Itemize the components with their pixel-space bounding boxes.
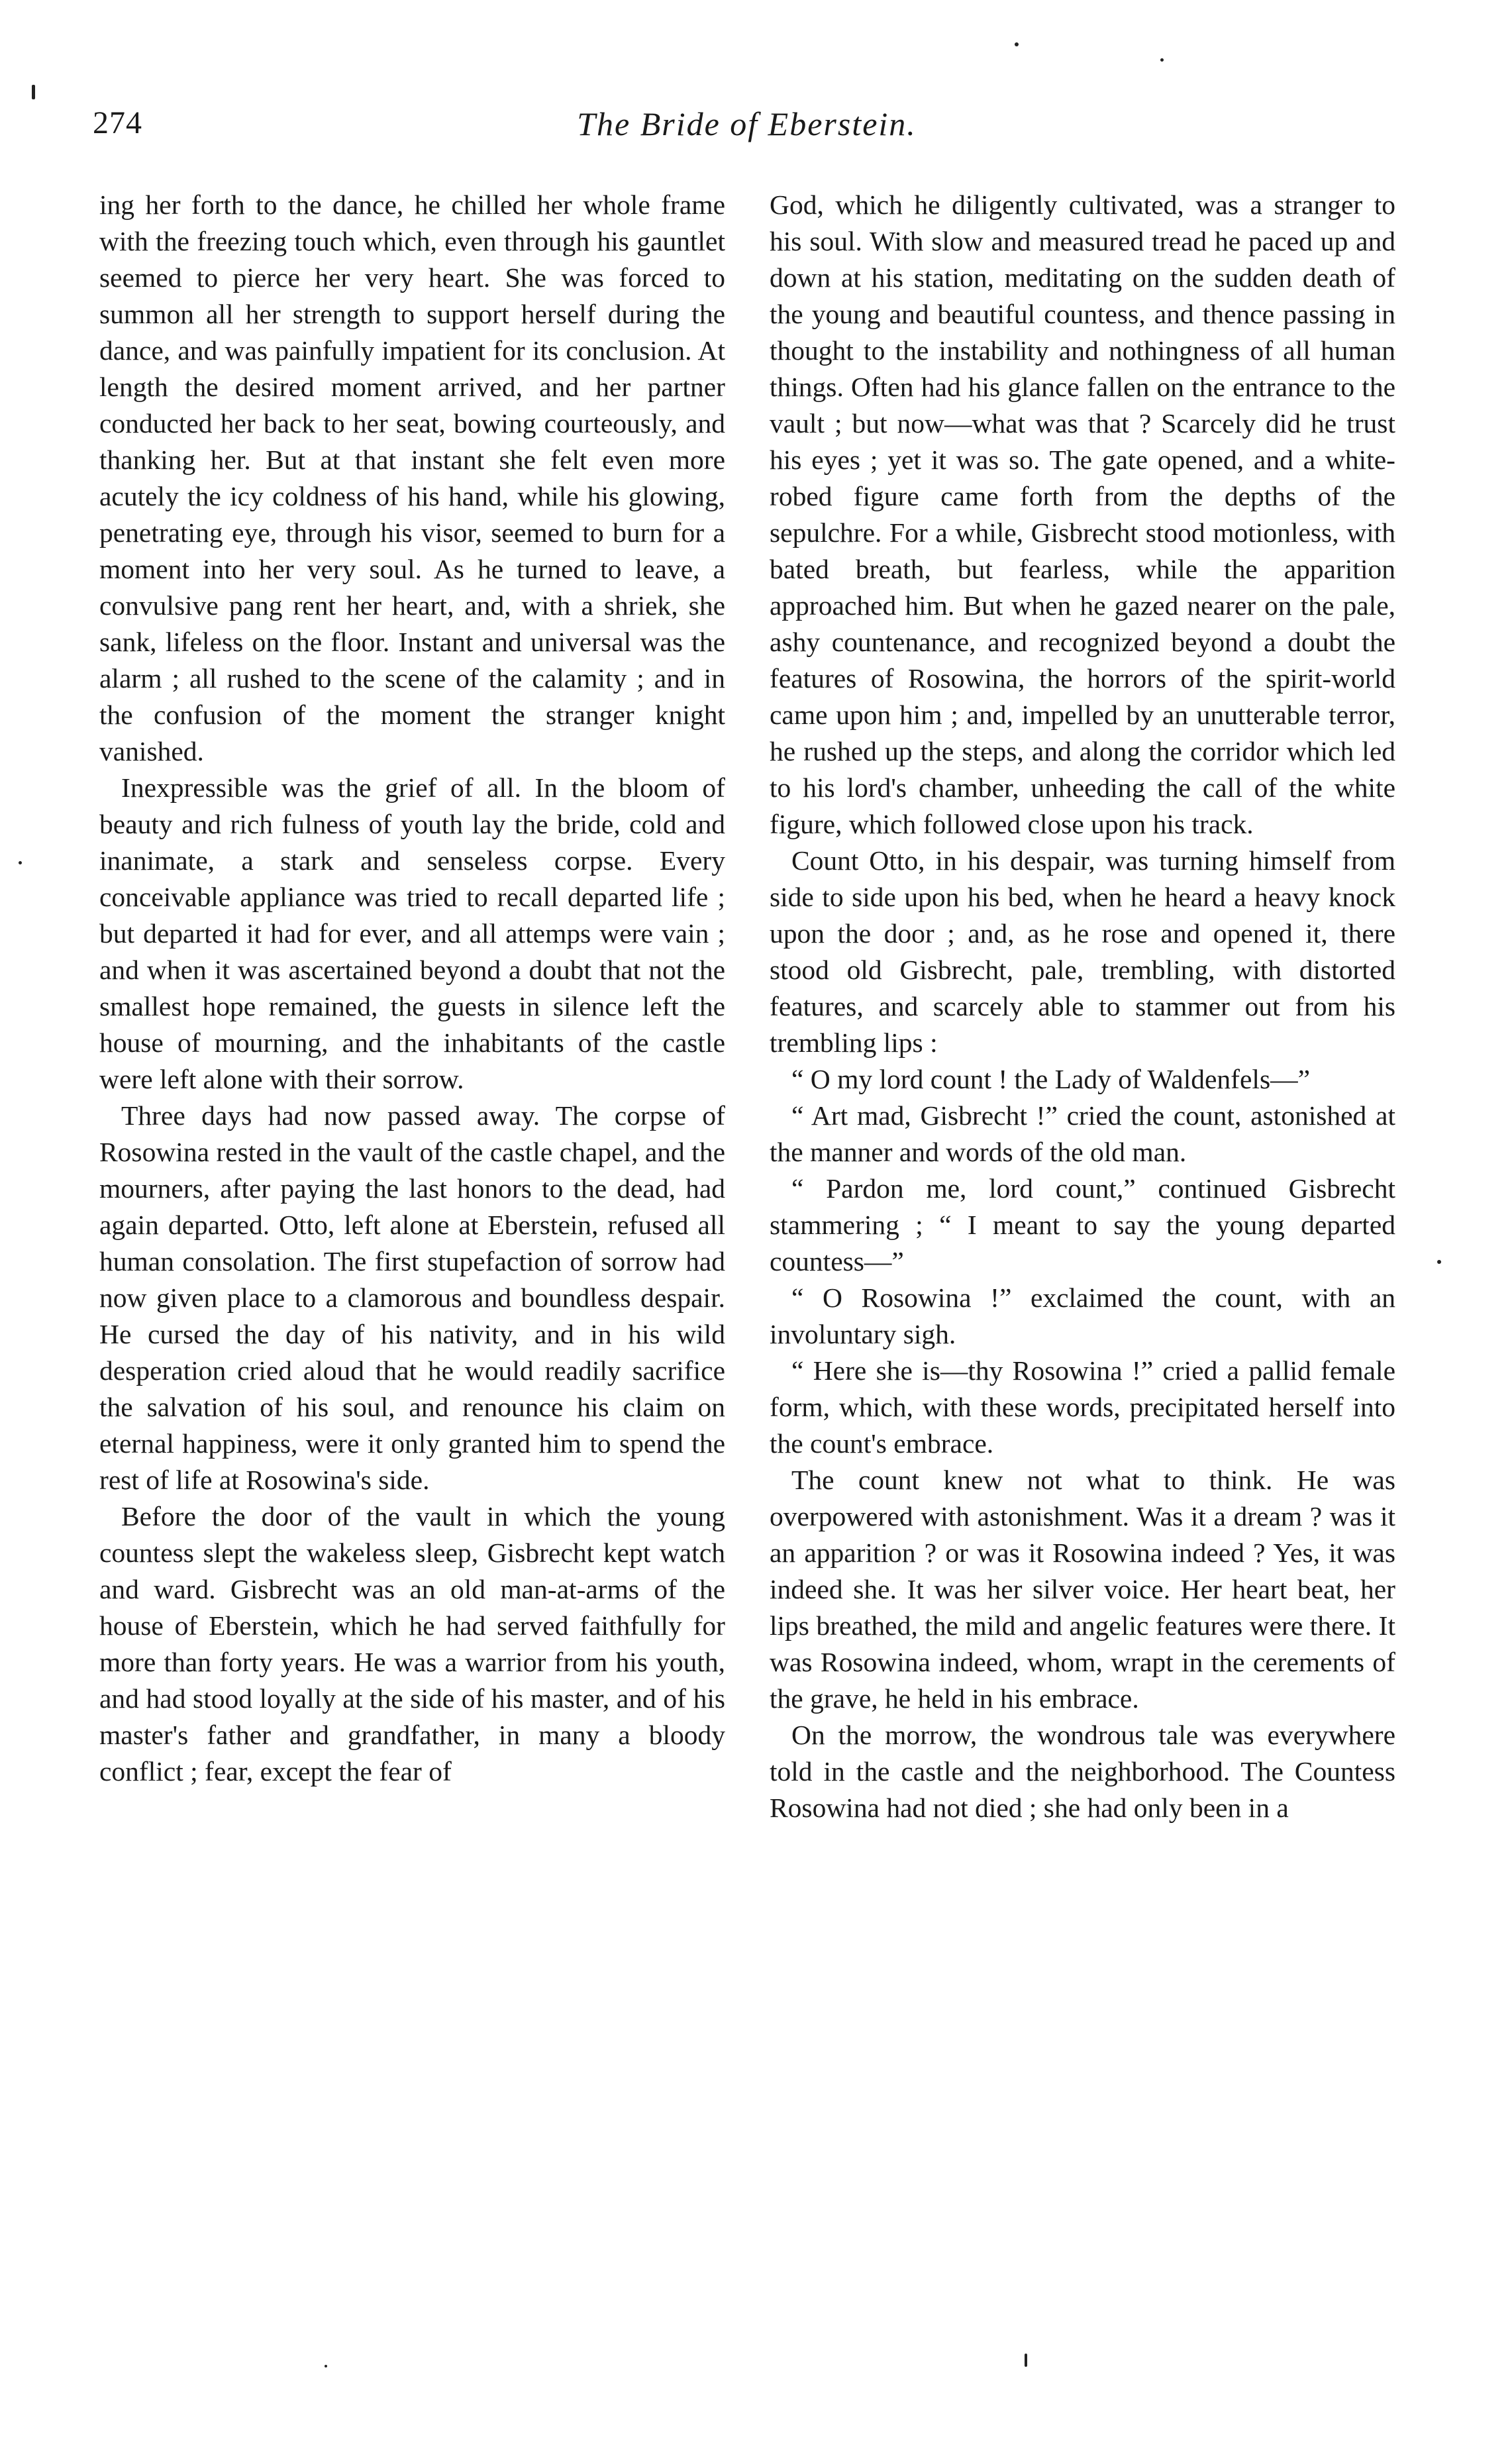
left-column <box>99 187 725 2307</box>
scan-speck <box>32 85 35 99</box>
paragraph: “ Here she is—thy Rosowina !” cried a pallid female form, which, with these words, precipitated herself into the count's embrace. <box>770 1355 1395 1459</box>
paragraph: “ O my lord count ! the Lady of Waldenfels—” <box>791 1064 1311 1094</box>
paragraph: Three days had now passed away. The corpse of Rosowina rested in the vault of the castle chapel, and the mourners, after paying the last honors to the dead, had again departed. Otto, left alone at Eberstein, refused all human consolation. The first stupefaction of sorrow had now given place to a clamorous and boundless despair. He cursed the day of his nativity, and in his wild desperation cried aloud that he would readily sacrifice the salvation of his soul, and renounce his claim on eternal happiness, were it only granted him to spend the rest of life at Rosowina's side. <box>99 1100 725 1495</box>
scan-speck <box>1025 2354 1027 2367</box>
paragraph: The count knew not what to think. He was overpowered with astonishment. Was it a dream ? was it an apparition ? or was it Rosowina indeed ? Yes, it was indeed she. It was her silver voice. Her heart beat, her lips breathed, the mild and angelic features were there. It was Rosowina indeed, whom, wrapt in the cerements of the grave, he held in his embrace. <box>770 1465 1395 1714</box>
running-title: The Bride of Eberstein. <box>577 105 917 142</box>
paragraph: On the morrow, the wondrous tale was everywhere told in the castle and the neighborhood. The Countess Rosowina had not died ; she had only been in a <box>770 1720 1395 1823</box>
paragraph: God, which he diligently cultivated, was a stranger to his soul. With slow and measured tread he paced up and down at his station, meditating on the sudden death of the young and beautiful countess, and thence passing in thought to the instability and nothingness of all human things. Often had his glance fallen on the entrance to the vault ; but now—what was that ? Scarcely did he trust his eyes ; yet it was so. The gate opened, and a white-robed figure came forth from the depths of the sepulchre. For a while, Gisbrecht stood motionless, with bated breath, but fearless, while the apparition approached him. But when he gazed nearer on the pale, ashy countenance, and recognized beyond a doubt the features of Rosowina, the horrors of the spirit-world came upon him ; and, impelled by an unutterable terror, he rushed up the steps, and along the corridor which led to his lord's chamber, unheeding the call of the white figure, which followed close upon his track. <box>770 189 1395 839</box>
scan-speck <box>19 861 22 864</box>
paragraph: Inexpressible was the grief of all. In the bloom of beauty and rich fulness of youth lay the bride, cold and inanimate, a stark and senseless corpse. Every conceivable appliance was tried to recall departed life ; but departed it had for ever, and all attemps were vain ; and when it was ascertained beyond a doubt that not the smallest hope remained, the guests in silence left the house of mourning, and the inhabitants of the castle were left alone with their sorrow. <box>99 772 725 1094</box>
paragraph: Count Otto, in his despair, was turning himself from side to side upon his bed, when he heard a heavy knock upon the door ; and, as he rose and opened it, there stood old Gisbrecht, pale, trembling, with distorted features, and scarcely able to stammer out from his trembling lips : <box>770 845 1395 1058</box>
paragraph: “ O Rosowina !” exclaimed the count, with an involuntary sigh. <box>770 1282 1395 1349</box>
scan-speck <box>1015 42 1019 46</box>
page-header <box>93 105 1401 158</box>
scan-speck <box>1160 58 1164 62</box>
paragraph: “ Pardon me, lord count,” continued Gisbrecht stammering ; “ I meant to say the young departed countess—” <box>770 1173 1395 1276</box>
paragraph: Before the door of the vault in which the young countess slept the wakeless sleep, Gisbrecht kept watch and ward. Gisbrecht was an old man-at-arms of the house of Eberstein, which he had served faithfully for more than forty years. He was a warrior from his youth, and had stood loyally at the side of his master, and of his master's father and grandfather, in many a bloody conflict ; fear, except the fear of <box>99 1501 725 1787</box>
scan-speck <box>325 2365 327 2367</box>
page-number: 274 <box>93 105 142 140</box>
scan-speck <box>1437 1260 1441 1264</box>
paragraph: “ Art mad, Gisbrecht !” cried the count, astonished at the manner and words of the old man. <box>770 1100 1395 1167</box>
right-column <box>770 187 1395 2307</box>
paragraph: ing her forth to the dance, he chilled her whole frame with the freezing touch which, even through his gauntlet seemed to pierce her very heart. She was forced to summon all her strength to support herself during the dance, and was painfully impatient for its conclusion. At length the desired moment arrived, and her partner conducted her back to her seat, bowing courteously, and thanking her. But at that instant she felt even more acutely the icy coldness of his hand, while his glowing, penetrating eye, through his visor, seemed to burn for a moment into her very soul. As he turned to leave, a convulsive pang rent her heart, and, with a shriek, she sank, lifeless on the floor. Instant and universal was the alarm ; all rushed to the scene of the calamity ; and in the confusion of the moment the stranger knight vanished. <box>99 189 725 766</box>
